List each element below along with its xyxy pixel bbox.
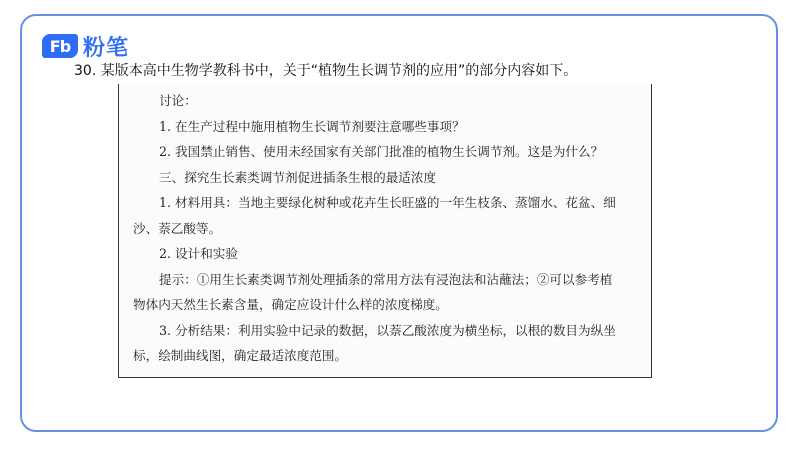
excerpt-line: 三、探究生长素类调节剂促进插条生根的最适浓度 (159, 169, 437, 185)
excerpt-line: 1. 材料用具：当地主要绿化树种或花卉生长旺盛的一年生枝条、蒸馏水、花盆、细 (159, 195, 616, 210)
excerpt-line: 标，绘制曲线图，确定最适浓度范围。 (133, 348, 348, 363)
excerpt-line: 1. 在生产过程中施用植物生长调节剂要注意哪些事项？ (159, 118, 465, 134)
excerpt-line: 沙、萘乙酸等。 (133, 220, 222, 236)
excerpt-line: 提示：①用生长素类调节剂处理插条的常用方法有浸泡法和沾蘸法；②可以参考植 (159, 271, 613, 287)
logo-text: 粉笔 (83, 35, 130, 61)
textbook-excerpt (118, 84, 652, 378)
excerpt-line: 2. 设计和实验 (159, 246, 238, 261)
brand-logo (42, 32, 129, 60)
logo-mark-icon: Fb (42, 34, 78, 58)
question-title: 30. 某版本高中生物学教科书中，关于“植物生长调节剂的应用”的部分内容如下。 (74, 63, 578, 79)
excerpt-line: 3. 分析结果：利用实验中记录的数据，以萘乙酸浓度为横坐标，以根的数目为纵坐 (159, 322, 616, 338)
excerpt-line: 物体内天然生长素含量，确定应设计什么样的浓度梯度。 (133, 297, 448, 312)
excerpt-line: 2. 我国禁止销售、使用未经国家有关部门批准的植物生长调节剂。这是为什么？ (159, 144, 604, 159)
excerpt-line: 讨论： (159, 93, 197, 108)
